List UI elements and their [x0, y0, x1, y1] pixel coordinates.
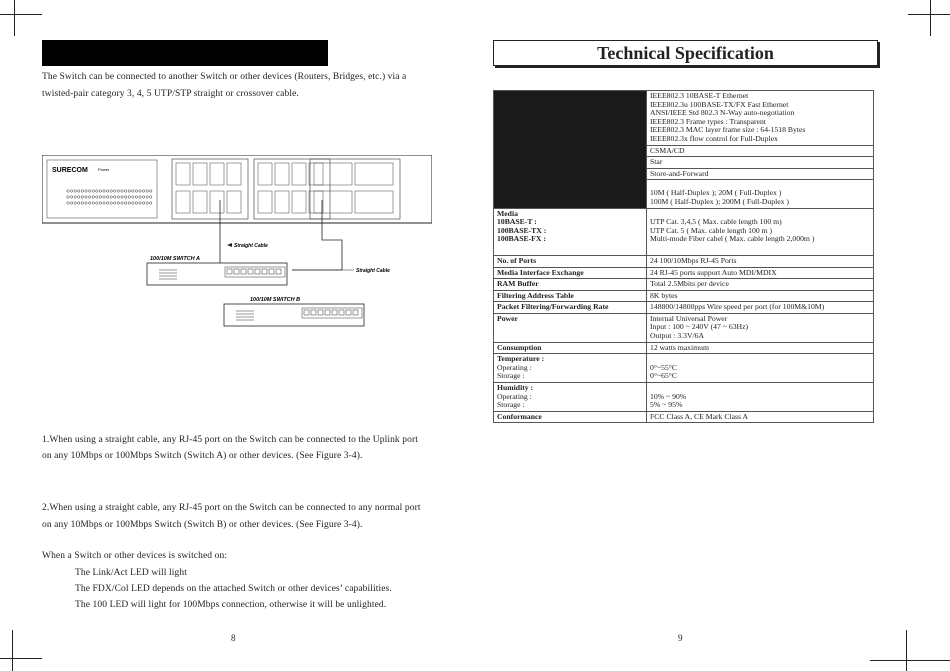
cable-label-a: Straight Cable: [234, 243, 268, 249]
humidity-label: Humidity : Operating : Storage :: [494, 383, 647, 412]
spec-value: 12 watts maximum: [647, 342, 874, 354]
spec-value: 148800/14800pps Wire speed per port (for 100M&10M): [647, 302, 874, 314]
page-title: Technical Specification: [493, 40, 878, 66]
temperature-label: Temperature : Operating : Storage :: [494, 354, 647, 383]
connection-diagram: [42, 155, 432, 330]
spec-label: Consumption: [494, 342, 647, 354]
table-row: [494, 313, 874, 342]
spec-value: CSMA/CD: [647, 145, 874, 157]
table-row: [494, 342, 874, 354]
spec-value: 8K bytes: [647, 290, 874, 302]
spec-value: Store-and-Forward: [647, 168, 874, 180]
spec-value: FCC Class A, CE Mark Class A: [647, 411, 874, 423]
intro-text: twisted-pair category 3, 4, 5 UTP/STP straight or crossover cable.: [42, 89, 299, 99]
right-page: [475, 0, 950, 671]
table-row: [494, 91, 874, 146]
power-label: Power: [98, 167, 110, 172]
led-note: The Link/Act LED will light: [75, 568, 187, 578]
led-note: The 100 LED will light for 100Mbps connection, otherwise it will be unlighted.: [75, 600, 387, 610]
spec-label: No. of Ports: [494, 255, 647, 267]
brand-logo: SURECOM: [52, 167, 88, 174]
temperature-value: 0°~55°C 0°~65°C: [647, 354, 874, 383]
led-note: The FDX/Col LED depends on the attached Switch or other devices’ capabilities.: [75, 584, 392, 594]
spec-table: [493, 90, 874, 423]
table-row: [494, 255, 874, 267]
spec-label: RAM Buffer: [494, 279, 647, 291]
page-number: 8: [231, 633, 236, 643]
table-row: [494, 302, 874, 314]
switch-b-label: 100/10M SWITCH B: [250, 297, 301, 303]
intro-text: The Switch can be connected to another Switch or other devices (Routers, Bridges, etc.) via a: [42, 72, 407, 82]
media-label: Media 10BASE-T : 100BASE-TX : 100BASE-FX :: [494, 208, 647, 255]
power-value: Internal Universal Power Input : 100 ~ 240V (47 ~ 63Hz) Output : 3.3V/6A: [647, 313, 874, 342]
paragraph-2: 2.When using a straight cable, any RJ-45 port on the Switch can be connected to any normal port: [42, 503, 421, 513]
table-row: [494, 290, 874, 302]
spec-value: Star: [647, 157, 874, 169]
spec-label: Packet Filtering/Forwarding Rate: [494, 302, 647, 314]
paragraph-1: 1.When using a straight cable, any RJ-45 port on the Switch can be connected to the Uplink port: [42, 435, 418, 445]
switched-on-text: When a Switch or other devices is switched on:: [42, 551, 228, 561]
table-row: [494, 279, 874, 291]
table-row: [494, 267, 874, 279]
spec-value: 24 100/10Mbps RJ-45 Ports: [647, 255, 874, 267]
table-row: [494, 208, 874, 255]
paragraph-2: on any 10Mbps or 100Mbps Switch (Switch B) or other devices. (See Figure 3-4).: [42, 520, 363, 530]
humidity-value: 10% ~ 90% 5% ~ 95%: [647, 383, 874, 412]
spec-label: Power: [494, 313, 647, 342]
table-row: [494, 383, 874, 412]
cable-label-b: Straight Cable: [356, 268, 390, 274]
spec-label-blank: [494, 91, 647, 209]
speed-cell: 10M ( Half-Duplex ); 20M ( Full-Duplex ) 100M ( Half-Duplex ); 200M ( Full-Duplex ): [647, 180, 874, 208]
paragraph-1: on any 10Mbps or 100Mbps Switch (Switch A) or other devices. (See Figure 3-4).: [42, 451, 363, 461]
table-row: [494, 411, 874, 423]
arrow-icon: [227, 243, 232, 247]
switch-a-label: 100/10M SWITCH A: [150, 256, 200, 262]
spec-label: Filtering Address Table: [494, 290, 647, 302]
standards-cell: IEEE802.3 10BASE-T Ethernet IEEE802.3u 100BASE-TX/FX Fast Ethernet ANSI/IEEE Std 802.3 N-Way auto-negotiation IEEE802.3 Frame types : Transparent IEEE802.3 MAC layer frame size : 64-1518 Bytes IEEE802.3x flow control for Full-Duplex: [647, 91, 874, 146]
spec-value: 24 RJ-45 ports support Auto MDI/MDIX: [647, 267, 874, 279]
spec-label: Media Interface Exchange: [494, 267, 647, 279]
spec-value: Total 2.5Mbits per device: [647, 279, 874, 291]
spec-label: Conformance: [494, 411, 647, 423]
section-header-bar: [42, 40, 328, 66]
table-row: [494, 354, 874, 383]
page-number: 9: [678, 633, 683, 643]
media-value: UTP Cat. 3,4,5 ( Max. cable length 100 m) UTP Cat. 5 ( Max. cable length 100 m ) Multi-mode Fiber cabel ( Max. cable length 2,000m ): [647, 208, 874, 255]
